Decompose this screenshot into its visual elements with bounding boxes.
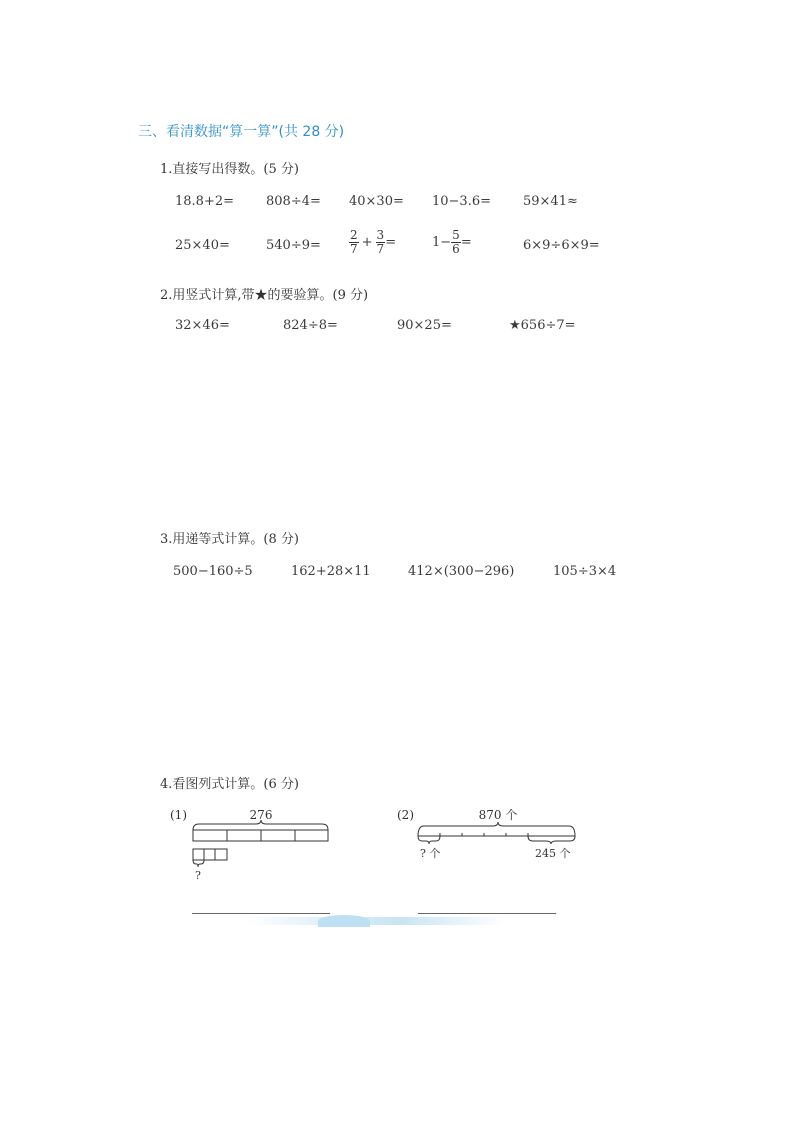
figure-2-total: 870 个 xyxy=(478,808,518,822)
fraction-c-denominator: 6 xyxy=(452,242,460,256)
q1-expr-4: 10−3.6= xyxy=(432,194,492,209)
q1-expr-3: 40×30= xyxy=(349,194,404,209)
figure-1-question: ? xyxy=(195,869,201,882)
q1-title: 1.直接写出得数。(5 分) xyxy=(160,162,299,177)
q1-expr-6: 25×40= xyxy=(175,238,230,253)
figure-1-small-brace xyxy=(193,860,204,867)
figure-2-right-brace xyxy=(528,836,575,844)
figure-2-top-brace xyxy=(418,822,575,836)
q1-expr-7: 540÷9= xyxy=(266,238,321,253)
one-minus: 1− xyxy=(432,235,452,250)
q1-fraction-diff xyxy=(432,229,472,256)
fraction-a-denominator: 7 xyxy=(350,242,358,256)
fraction-a-numerator: 2 xyxy=(350,228,358,242)
q2-title: 2.用竖式计算,带★的要验算。(9 分) xyxy=(160,288,369,303)
q3-title: 3.用递等式计算。(8 分) xyxy=(160,532,299,547)
decorative-ornament xyxy=(318,915,370,927)
fraction-b-numerator: 3 xyxy=(376,228,385,242)
answer-line-2[interactable] xyxy=(418,913,556,914)
fraction-a xyxy=(349,229,359,256)
decorative-page-band xyxy=(245,917,505,925)
q2-item-4: ★656÷7= xyxy=(509,318,576,333)
q4-title: 4.看图列式计算。(6 分) xyxy=(160,777,299,792)
fraction-b xyxy=(376,229,386,256)
fraction-c xyxy=(451,229,461,256)
q1-fraction-sum xyxy=(349,229,396,256)
fraction-c-numerator: 5 xyxy=(452,228,460,242)
q3-item-4: 105÷3×4 xyxy=(553,564,617,579)
figure-1-brace xyxy=(193,820,328,830)
figure-1-small-bar xyxy=(193,849,227,860)
q1-expr-2: 808÷4= xyxy=(266,194,321,209)
q3-item-1: 500−160÷5 xyxy=(173,564,253,579)
fraction-b-denominator: 7 xyxy=(376,242,385,256)
q1-expr-5: 59×41≈ xyxy=(523,194,578,209)
figure-2-left-brace xyxy=(418,836,440,844)
q1-expr-1: 18.8+2= xyxy=(175,194,235,209)
q2-item-3: 90×25= xyxy=(397,318,452,333)
figure-2-right-label: 245 个 xyxy=(535,847,571,860)
figure-1-diagram xyxy=(168,800,343,885)
figure-1-label: (1) xyxy=(170,808,187,822)
q3-item-2: 162+28×11 xyxy=(291,564,371,579)
answer-line-1[interactable] xyxy=(192,913,330,914)
q2-item-1: 32×46= xyxy=(175,318,230,333)
figure-2-diagram xyxy=(395,800,585,870)
figure-1-total: 276 xyxy=(249,808,273,822)
equals-sign: = xyxy=(460,235,472,250)
plus-sign: + xyxy=(361,235,373,250)
q2-item-2: 824÷8= xyxy=(283,318,338,333)
figure-2-left-label: ? 个 xyxy=(420,847,441,860)
q3-item-3: 412×(300−296) xyxy=(408,564,515,579)
equals-sign: = xyxy=(385,235,397,250)
figure-2-label: (2) xyxy=(397,808,414,822)
q1-expr-10: 6×9÷6×9= xyxy=(523,238,600,253)
section-title: 三、看清数据“算一算”(共 28 分) xyxy=(138,124,345,140)
